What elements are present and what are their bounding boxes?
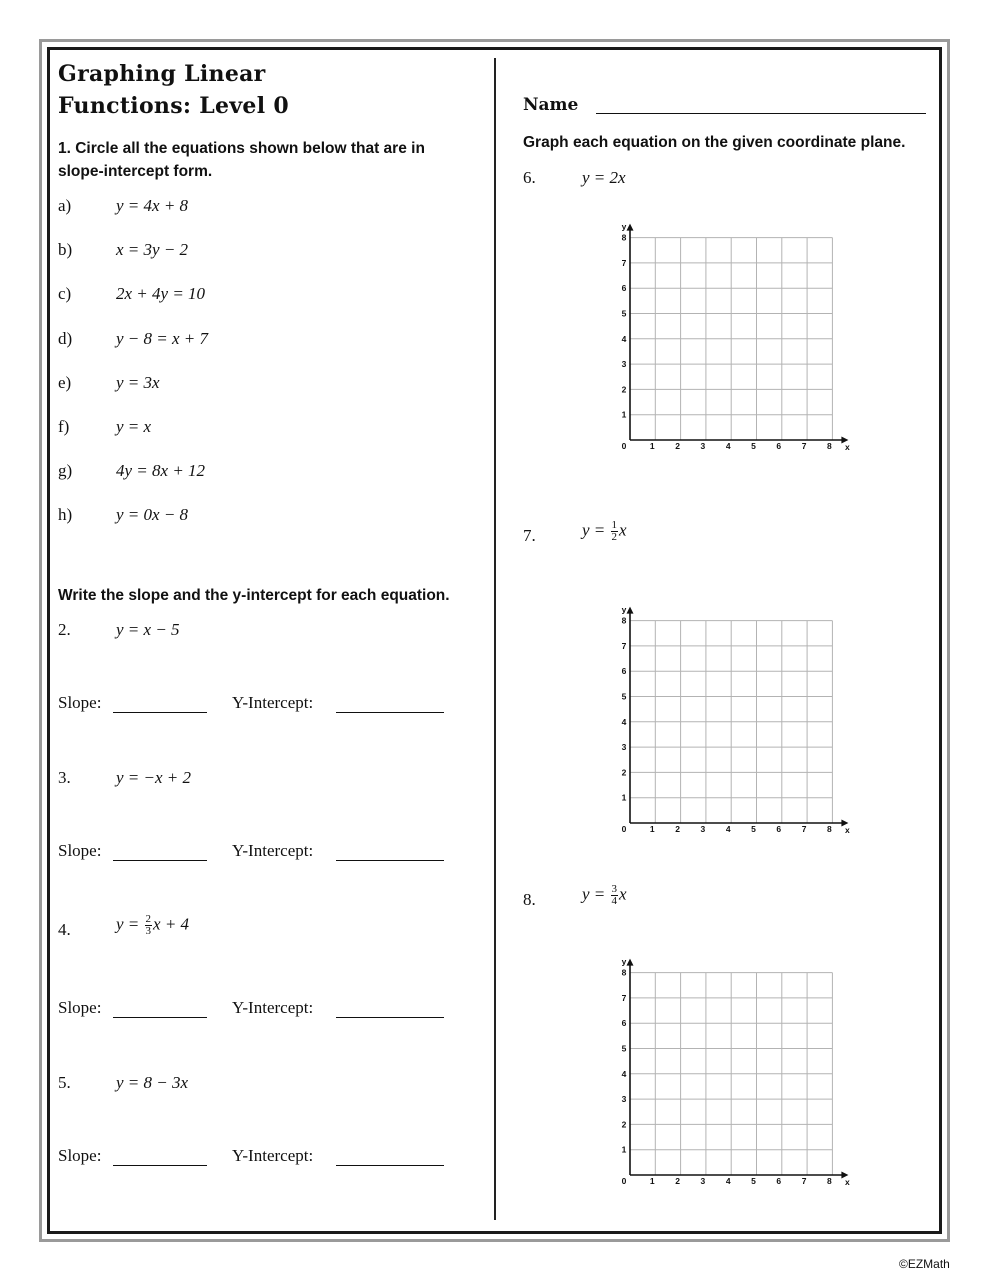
y-tick-label: 4 [621, 333, 627, 344]
x-axis-label: x [845, 825, 850, 835]
graph-item-equation-fraction [582, 884, 627, 907]
q1-option-label: g) [58, 461, 73, 480]
intercept-answer-line[interactable] [336, 1017, 444, 1018]
x-tick-label: 1 [649, 824, 655, 834]
fraction [145, 914, 153, 937]
x-tick-label: 4 [725, 441, 731, 451]
y-tick-label: 8 [621, 615, 627, 626]
y-tick-label: 7 [621, 257, 627, 268]
coordinate-grid-svg[interactable] [612, 597, 857, 842]
slope-item-equation: y = x − 5 [116, 620, 180, 639]
slope-item-equation-fraction [116, 914, 189, 937]
y-tick-label: 3 [621, 359, 627, 370]
x-tick-label: 7 [801, 1176, 807, 1186]
y-axis-label: y [621, 221, 627, 232]
x-tick-label: 5 [751, 441, 756, 451]
slope-item-number: 5. [58, 1073, 71, 1092]
x-tick-label: 5 [751, 1176, 756, 1186]
x-tick-label: 0 [621, 1176, 627, 1186]
x-tick-label: 8 [827, 1176, 832, 1186]
worksheet-title-line1: Graphing Linear [58, 61, 266, 87]
column-divider [494, 58, 496, 1220]
graph-item-equation-fraction [582, 520, 627, 543]
intercept-answer-line[interactable] [336, 712, 444, 713]
slope-answer-line[interactable] [113, 1165, 207, 1166]
y-tick-label: 7 [621, 640, 627, 651]
x-tick-label: 1 [649, 1176, 655, 1186]
fraction-numerator: 3 [611, 883, 618, 895]
fraction-denominator: 4 [611, 895, 618, 907]
graph-item-number: 6. [523, 168, 536, 187]
slope-section-prompt: Write the slope and the y-intercept for each equation. [58, 587, 450, 604]
y-tick-label: 2 [621, 384, 627, 395]
x-axis-label: x [845, 442, 850, 452]
y-tick-label: 5 [621, 308, 627, 319]
equation-prefix: y = [116, 914, 140, 934]
slope-label: Slope: [58, 1146, 102, 1165]
x-tick-label: 8 [827, 441, 832, 451]
q1-option-label: f) [58, 417, 70, 436]
slope-answer-line[interactable] [113, 712, 207, 713]
q1-option-equation[interactable]: 2x + 4y = 10 [116, 284, 206, 303]
x-tick-label: 0 [621, 441, 627, 451]
fraction-numerator: 1 [611, 519, 618, 531]
q1-prompt-line2: slope-intercept form. [58, 163, 213, 180]
y-axis-arrow-icon [627, 607, 634, 614]
y-tick-label: 6 [621, 1018, 627, 1029]
coordinate-plane-6[interactable] [612, 214, 857, 459]
equation-suffix: x [619, 520, 627, 540]
q1-option-equation[interactable]: x = 3y − 2 [116, 240, 189, 259]
x-tick-label: 3 [700, 824, 706, 834]
graph-item-equation: y = 2x [582, 168, 626, 187]
y-tick-label: 2 [621, 1119, 627, 1130]
y-tick-label: 3 [621, 742, 627, 753]
x-tick-label: 1 [649, 441, 655, 451]
q1-option-label: b) [58, 240, 73, 259]
intercept-label: Y-Intercept: [232, 693, 314, 712]
name-field-line[interactable] [596, 113, 926, 114]
fraction-numerator: 2 [145, 913, 152, 925]
x-tick-label: 7 [801, 824, 807, 834]
fraction-denominator: 3 [145, 925, 152, 937]
q1-option-label: h) [58, 505, 73, 524]
y-axis-label: y [621, 604, 627, 615]
x-tick-label: 3 [700, 441, 706, 451]
intercept-label: Y-Intercept: [232, 998, 314, 1017]
graph-item-number: 7. [523, 526, 536, 545]
x-tick-label: 6 [776, 824, 782, 834]
y-tick-label: 6 [621, 666, 627, 677]
fraction-denominator: 2 [611, 531, 618, 543]
name-label: Name [523, 95, 579, 115]
equation-prefix: y = [582, 520, 606, 540]
x-tick-label: 7 [801, 441, 807, 451]
y-tick-label: 2 [621, 767, 627, 778]
intercept-label: Y-Intercept: [232, 1146, 314, 1165]
y-tick-label: 7 [621, 992, 627, 1003]
slope-label: Slope: [58, 841, 102, 860]
x-tick-label: 5 [751, 824, 756, 834]
slope-label: Slope: [58, 693, 102, 712]
q1-option-equation[interactable]: y = 4x + 8 [116, 196, 189, 215]
intercept-label: Y-Intercept: [232, 841, 314, 860]
y-tick-label: 1 [621, 1144, 627, 1155]
x-tick-label: 2 [675, 1176, 680, 1186]
y-tick-label: 1 [621, 409, 627, 420]
q1-option-equation[interactable]: y = x [116, 417, 152, 436]
coordinate-grid-svg[interactable] [612, 949, 857, 1194]
q1-option-equation[interactable]: y = 0x − 8 [116, 505, 189, 524]
equation-prefix: y = [582, 884, 606, 904]
slope-item-number: 2. [58, 620, 71, 639]
fraction [611, 520, 619, 543]
slope-answer-line[interactable] [113, 1017, 207, 1018]
equation-suffix: x [619, 884, 627, 904]
slope-answer-line[interactable] [113, 860, 207, 861]
q1-option-label: e) [58, 373, 72, 392]
coordinate-plane-8[interactable] [612, 949, 857, 1194]
coordinate-plane-7[interactable] [612, 597, 857, 842]
q1-prompt-line1: 1. Circle all the equations shown below that are in [58, 140, 425, 157]
slope-item-number: 3. [58, 768, 71, 787]
y-tick-label: 5 [621, 1043, 627, 1054]
y-tick-label: 1 [621, 792, 627, 803]
y-axis-arrow-icon [627, 224, 634, 231]
x-tick-label: 6 [776, 441, 782, 451]
y-tick-label: 3 [621, 1094, 627, 1105]
slope-label: Slope: [58, 998, 102, 1017]
q1-option-label: a) [58, 196, 72, 215]
q1-option-equation[interactable]: 4y = 8x + 12 [116, 461, 206, 480]
intercept-answer-line[interactable] [336, 1165, 444, 1166]
fraction [611, 884, 619, 907]
x-tick-label: 2 [675, 441, 680, 451]
q1-option-equation[interactable]: y = 3x [116, 373, 160, 392]
q1-option-equation[interactable]: y − 8 = x + 7 [116, 329, 209, 348]
x-tick-label: 0 [621, 824, 627, 834]
graph-item-number: 8. [523, 890, 536, 909]
x-tick-label: 2 [675, 824, 680, 834]
y-tick-label: 6 [621, 283, 627, 294]
q1-option-label: c) [58, 284, 72, 303]
x-tick-label: 4 [725, 824, 731, 834]
y-axis-arrow-icon [627, 959, 634, 966]
coordinate-grid-svg[interactable] [612, 214, 857, 459]
slope-item-equation: y = −x + 2 [116, 768, 192, 787]
x-tick-label: 3 [700, 1176, 706, 1186]
x-tick-label: 4 [725, 1176, 731, 1186]
worksheet-title-line2: Functions: Level 0 [58, 93, 289, 119]
intercept-answer-line[interactable] [336, 860, 444, 861]
q1-option-label: d) [58, 329, 73, 348]
equation-suffix: x + 4 [153, 914, 190, 934]
y-axis-label: y [621, 956, 627, 967]
x-axis-label: x [845, 1177, 850, 1187]
y-tick-label: 4 [621, 1068, 627, 1079]
y-tick-label: 4 [621, 716, 627, 727]
x-tick-label: 6 [776, 1176, 782, 1186]
y-tick-label: 8 [621, 967, 627, 978]
slope-item-equation: y = 8 − 3x [116, 1073, 189, 1092]
copyright-notice: ©EZMath [899, 1257, 950, 1271]
graph-prompt: Graph each equation on the given coordinate plane. [523, 134, 906, 151]
x-tick-label: 8 [827, 824, 832, 834]
slope-item-number: 4. [58, 920, 71, 939]
y-tick-label: 5 [621, 691, 627, 702]
y-tick-label: 8 [621, 232, 627, 243]
